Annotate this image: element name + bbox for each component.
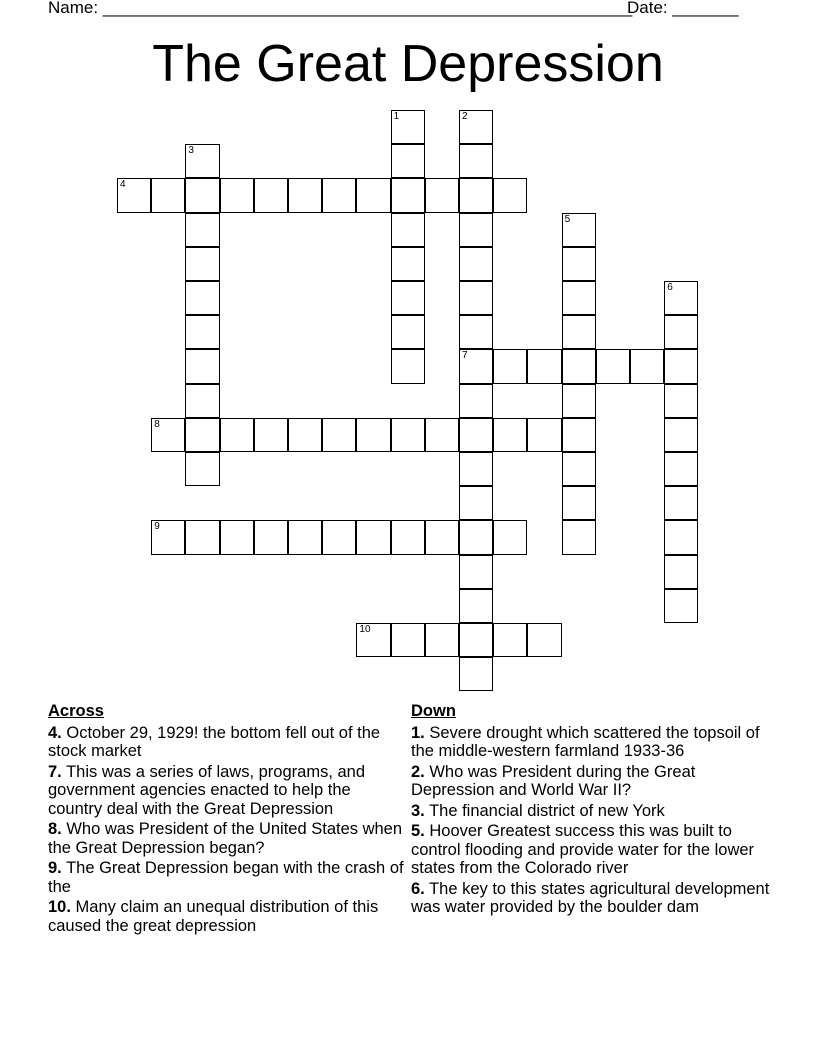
crossword-cell[interactable] <box>562 486 596 520</box>
cell-number: 2 <box>462 111 468 122</box>
crossword-cell[interactable] <box>185 315 219 349</box>
crossword-cell[interactable] <box>391 418 425 452</box>
crossword-cell[interactable] <box>459 315 493 349</box>
clue-text: The financial district of new York <box>429 801 665 820</box>
crossword-cell[interactable] <box>493 349 527 383</box>
crossword-cell[interactable] <box>220 178 254 212</box>
across-clue <box>48 859 408 896</box>
crossword-cell[interactable] <box>220 520 254 554</box>
crossword-cell[interactable] <box>322 178 356 212</box>
cell-number: 5 <box>564 213 571 225</box>
crossword-cell[interactable] <box>459 452 493 486</box>
clue-number: 6. <box>411 879 425 898</box>
crossword-cell[interactable] <box>493 418 527 452</box>
crossword-cell[interactable] <box>151 418 185 452</box>
clue-number: 8. <box>48 820 62 838</box>
crossword-cell[interactable] <box>527 623 561 657</box>
crossword-cell[interactable] <box>664 281 698 315</box>
crossword-cell[interactable] <box>630 349 664 383</box>
crossword-cell[interactable] <box>562 349 596 383</box>
crossword-cell[interactable] <box>425 178 459 212</box>
across-clues <box>48 702 408 937</box>
crossword-cell[interactable] <box>459 178 493 212</box>
crossword-cell[interactable] <box>220 418 254 452</box>
crossword-cell[interactable] <box>151 520 185 554</box>
crossword-cell[interactable] <box>527 349 561 383</box>
crossword-cell[interactable] <box>493 178 527 212</box>
crossword-cell[interactable] <box>117 178 151 212</box>
crossword-cell[interactable] <box>459 247 493 281</box>
crossword-cell[interactable] <box>459 110 493 144</box>
clue-number: 10. <box>48 898 71 916</box>
crossword-cell[interactable] <box>254 418 288 452</box>
crossword-cell[interactable] <box>664 418 698 452</box>
crossword-cell[interactable] <box>459 418 493 452</box>
crossword-cell[interactable] <box>664 452 698 486</box>
crossword-cell[interactable] <box>664 520 698 554</box>
crossword-cell[interactable] <box>562 281 596 315</box>
crossword-cell[interactable] <box>185 178 219 212</box>
crossword-cell[interactable] <box>664 349 698 383</box>
crossword-cell[interactable] <box>391 213 425 247</box>
crossword-cell[interactable] <box>288 178 322 212</box>
clue-text: The key to this states agricultural development was water provided by the boulder dam <box>411 879 770 916</box>
crossword-cell[interactable] <box>185 247 219 281</box>
clue-number: 9. <box>48 859 62 877</box>
crossword-cell[interactable] <box>562 247 596 281</box>
clue-text: Hoover Greatest success this was built to control flooding and provide water for the lower states from the Colorado river <box>411 822 755 877</box>
crossword-cell[interactable] <box>664 555 698 589</box>
crossword-cell[interactable] <box>562 315 596 349</box>
crossword-cell[interactable] <box>185 520 219 554</box>
crossword-cell[interactable] <box>459 349 493 383</box>
crossword-cell[interactable] <box>356 178 390 212</box>
clue-number: 4. <box>48 723 62 742</box>
down-heading: Down <box>411 702 456 720</box>
cell-number: 4 <box>120 179 126 191</box>
crossword-cell[interactable] <box>562 418 596 452</box>
crossword-cell[interactable] <box>664 384 698 418</box>
crossword-cell[interactable] <box>391 520 425 554</box>
crossword-cell[interactable] <box>425 623 459 657</box>
clue-number: 5. <box>411 822 425 840</box>
clue-text: The Great Depression began with the crash of the <box>48 859 404 896</box>
crossword-cell[interactable] <box>356 520 390 554</box>
clue-number: 3. <box>411 801 425 820</box>
across-clue <box>48 763 408 819</box>
crossword-cell[interactable] <box>459 486 493 520</box>
crossword-cell[interactable] <box>288 418 322 452</box>
crossword-cell[interactable] <box>425 418 459 452</box>
crossword-cell[interactable] <box>391 315 425 349</box>
across-clue <box>48 898 408 935</box>
crossword-cell[interactable] <box>185 281 219 315</box>
crossword-cell[interactable] <box>562 452 596 486</box>
crossword-cell[interactable] <box>254 520 288 554</box>
cell-number: 3 <box>188 145 194 157</box>
page-title: The Great Depression <box>152 35 664 93</box>
crossword-cell[interactable] <box>391 247 425 281</box>
crossword-cell[interactable] <box>459 213 493 247</box>
crossword-cell[interactable] <box>391 144 425 178</box>
crossword-cell[interactable] <box>493 520 527 554</box>
crossword-cell[interactable] <box>459 384 493 418</box>
crossword-cell[interactable] <box>527 418 561 452</box>
crossword-cell[interactable] <box>596 349 630 383</box>
clue-text: Who was President of the United States when the Great Depression began? <box>48 820 403 857</box>
down-clues <box>411 702 781 919</box>
crossword-cell[interactable] <box>185 384 219 418</box>
crossword-cell[interactable] <box>664 315 698 349</box>
clue-text: Who was President during the Great Depression and World War II? <box>411 762 696 799</box>
crossword-cell[interactable] <box>391 349 425 383</box>
down-clue <box>411 880 781 917</box>
crossword-cell[interactable] <box>459 281 493 315</box>
crossword-cell[interactable] <box>562 384 596 418</box>
crossword-cell[interactable] <box>391 281 425 315</box>
crossword-cell[interactable] <box>459 623 493 657</box>
down-clue <box>411 802 781 821</box>
crossword-cell[interactable] <box>459 589 493 623</box>
crossword-cell[interactable] <box>185 213 219 247</box>
cell-number: 9 <box>154 521 160 533</box>
crossword-cell[interactable] <box>391 110 425 144</box>
cell-number: 1 <box>393 111 400 122</box>
crossword-cell[interactable] <box>493 623 527 657</box>
crossword-cell[interactable] <box>459 657 493 691</box>
cell-number: 8 <box>154 418 160 430</box>
crossword-cell[interactable] <box>459 144 493 178</box>
date-field-label: Date: _______ <box>627 0 739 17</box>
crossword-cell[interactable] <box>664 589 698 623</box>
crossword-cell[interactable] <box>425 520 459 554</box>
crossword-cell[interactable] <box>322 520 356 554</box>
name-field-label: Name: ________________________________________________________ <box>48 0 633 17</box>
crossword-cell[interactable] <box>391 623 425 657</box>
crossword-cell[interactable] <box>356 418 390 452</box>
crossword-cell[interactable] <box>391 178 425 212</box>
crossword-cell[interactable] <box>459 520 493 554</box>
across-clue <box>48 820 408 857</box>
clue-text: Severe drought which scattered the topsoil of the middle-western farmland 1933-36 <box>411 723 760 760</box>
crossword-cell[interactable] <box>185 349 219 383</box>
clue-text: Many claim an unequal distribution of this caused the great depression <box>48 898 379 935</box>
clue-number: 2. <box>411 762 425 781</box>
crossword-cell[interactable] <box>151 178 185 212</box>
across-heading: Across <box>48 702 104 720</box>
crossword-cell[interactable] <box>185 452 219 486</box>
clue-text: October 29, 1929! the bottom fell out of the stock market <box>48 723 381 760</box>
down-clue <box>411 724 781 761</box>
crossword-cell[interactable] <box>185 418 219 452</box>
crossword-cell[interactable] <box>288 520 322 554</box>
cell-number: 10 <box>359 624 371 635</box>
crossword-cell[interactable] <box>254 178 288 212</box>
cell-number: 6 <box>667 282 673 293</box>
across-clue <box>48 724 408 761</box>
crossword-cell[interactable] <box>185 144 219 178</box>
crossword-cell[interactable] <box>322 418 356 452</box>
crossword-cell[interactable] <box>356 623 390 657</box>
crossword-cell[interactable] <box>562 213 596 247</box>
clue-number: 1. <box>411 723 425 742</box>
clue-text: This was a series of laws, programs, and government agencies enacted to help the country deal with the Great Depression <box>48 762 366 818</box>
down-clue <box>411 763 781 800</box>
cell-number: 7 <box>462 350 468 362</box>
clue-number: 7. <box>48 762 62 781</box>
down-clue <box>411 822 781 878</box>
crossword-cell[interactable] <box>562 520 596 554</box>
crossword-cell[interactable] <box>664 486 698 520</box>
crossword-cell[interactable] <box>459 555 493 589</box>
